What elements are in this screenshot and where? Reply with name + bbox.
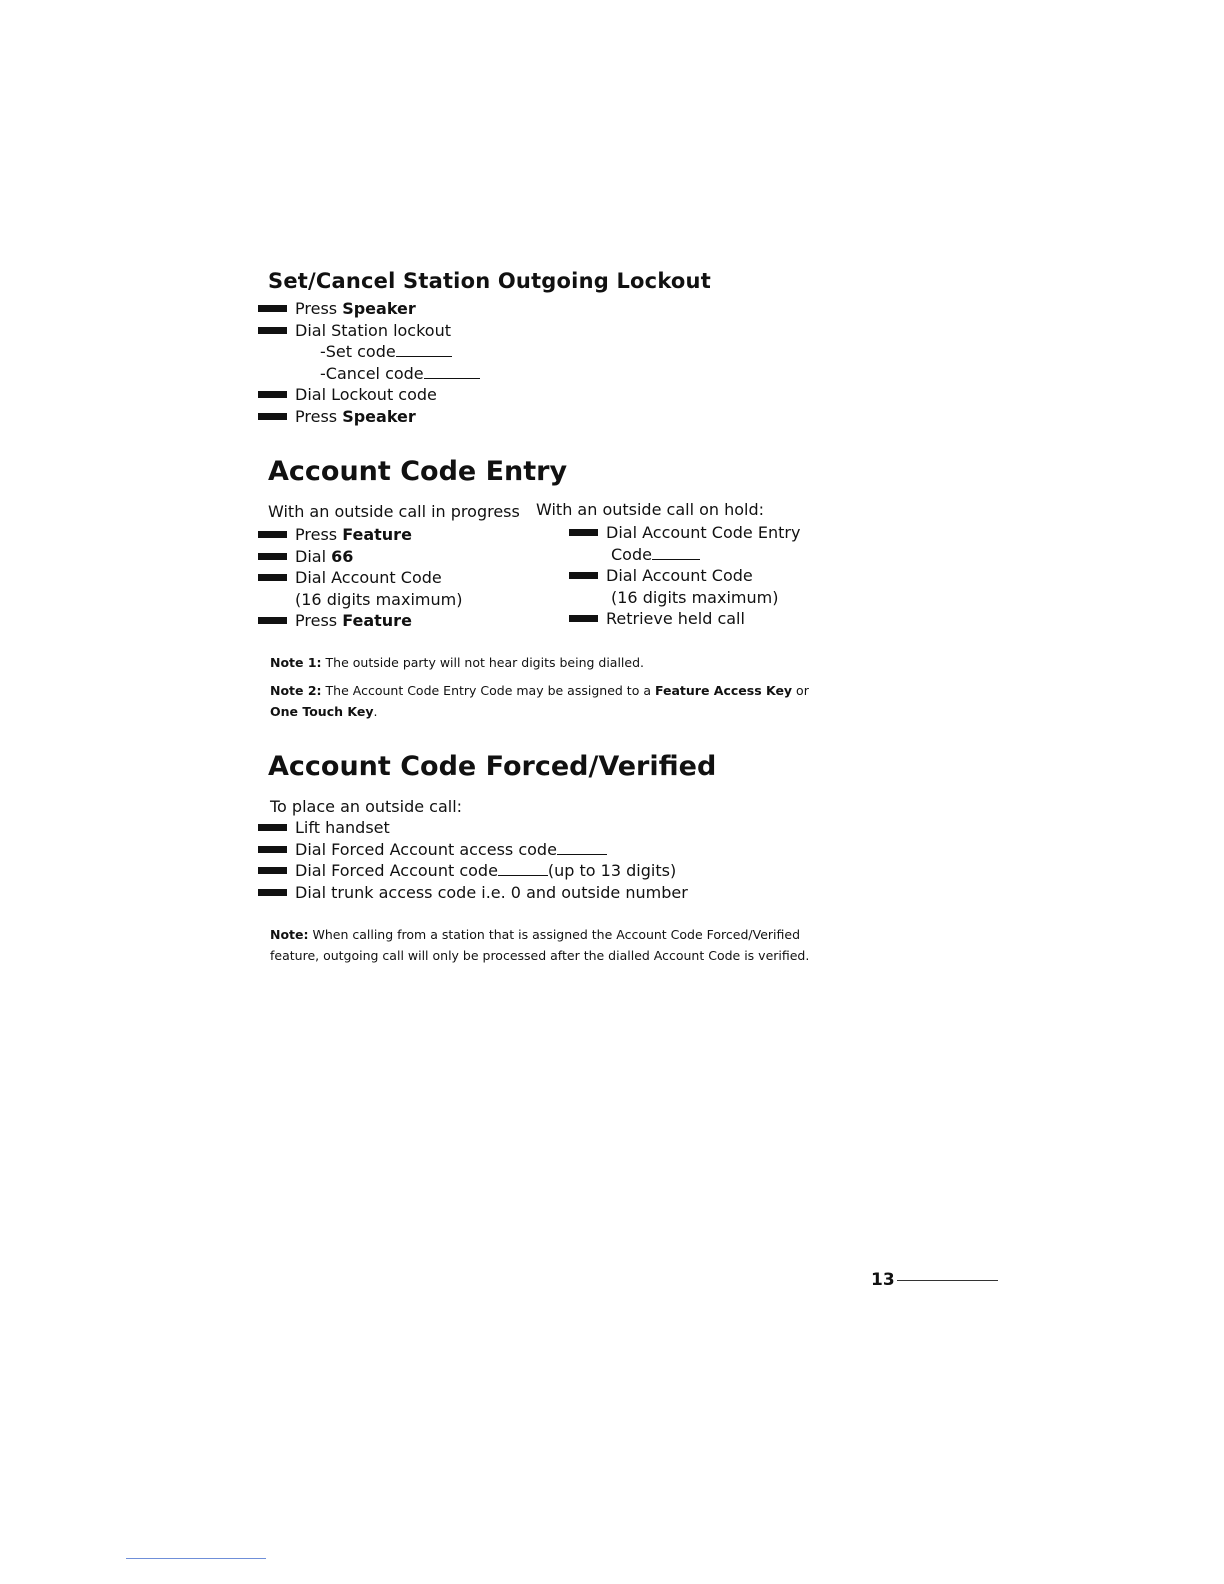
note-text: When calling from a station that is assigned the Account Code Forced/Verified: [308, 927, 801, 942]
bottom-divider: [126, 1558, 266, 1559]
step-text: Dial Station lockout: [295, 320, 451, 340]
note-text: The outside party will not hear digits being dialled.: [321, 655, 645, 670]
forced-section-title: Account Code Forced/Verified: [268, 751, 717, 782]
fill-in-blank: [557, 840, 607, 855]
entry-section-title: Account Code Entry: [268, 456, 568, 487]
page-number: 13: [871, 1270, 895, 1290]
lockout-steps: [258, 298, 480, 427]
forced-intro: To place an outside call:: [270, 797, 463, 816]
fill-in-blank: [424, 364, 480, 379]
list-item: [258, 298, 480, 320]
list-item: [258, 363, 480, 385]
key-name: Speaker: [342, 299, 416, 318]
step-text: Press: [295, 525, 343, 544]
list-item: [258, 341, 480, 363]
step-text: Press: [295, 299, 343, 318]
step-text: Retrieve held call: [606, 609, 745, 628]
fill-in-blank: [396, 342, 452, 357]
bullet-bar-icon: [258, 846, 287, 853]
list-item: [258, 384, 480, 406]
entry-left-steps: [258, 524, 462, 632]
list-item: [258, 406, 480, 428]
fill-in-blank: [652, 545, 700, 560]
page-number-rule: [897, 1280, 998, 1281]
bullet-bar-icon: [258, 391, 287, 398]
step-text: (up to 13 digits): [547, 861, 677, 880]
entry-right-steps: [569, 522, 800, 630]
bullet-bar-icon: [569, 529, 598, 536]
step-text: Dial trunk access code i.e. 0 and outside number: [295, 882, 688, 902]
list-item: [258, 882, 688, 904]
bullet-bar-icon: [258, 305, 287, 312]
bullet-bar-icon: [258, 327, 287, 334]
bullet-bar-icon: [258, 531, 287, 538]
step-text: Dial Lockout code: [295, 385, 437, 404]
note-text: feature, outgoing call will only be processed after the dialled Account Code is verified.: [270, 948, 810, 963]
bullet-bar-icon: [258, 553, 287, 560]
note-label: Note:: [270, 927, 309, 942]
list-item: [569, 544, 800, 566]
forced-steps: [258, 817, 688, 903]
entry-right-intro: With an outside call on hold:: [536, 500, 765, 519]
bullet-bar-icon: [258, 413, 287, 420]
entry-left-intro: With an outside call in progress: [268, 502, 520, 521]
step-text: (16 digits maximum): [611, 587, 779, 607]
step-text: -Set code: [320, 342, 396, 361]
list-item: [258, 546, 462, 568]
step-text: Dial Account Code: [295, 568, 442, 587]
entry-note-2: [270, 680, 870, 722]
step-text: Dial Account Code Entry: [606, 523, 801, 542]
note-label: Note 2:: [270, 683, 322, 698]
key-name: Feature: [342, 611, 412, 630]
bullet-bar-icon: [258, 574, 287, 581]
bullet-bar-icon: [569, 572, 598, 579]
note-text: .: [373, 704, 378, 719]
list-item: [569, 522, 800, 544]
entry-note-1: [270, 652, 870, 673]
note-text: The Account Code Entry Code may be assigned to a: [321, 683, 655, 698]
step-text: Press: [295, 406, 343, 426]
key-name: Speaker: [342, 406, 416, 426]
step-text: Press: [295, 611, 343, 630]
step-text: Lift handset: [295, 818, 390, 837]
step-text: Code: [611, 544, 652, 564]
forced-note: [270, 924, 910, 966]
note-label: Note 1:: [270, 655, 322, 670]
bullet-bar-icon: [258, 617, 287, 624]
bullet-bar-icon: [258, 867, 287, 874]
step-text: Dial Forced Account code: [295, 861, 498, 880]
list-item: [258, 839, 688, 861]
list-item: [258, 524, 462, 546]
bullet-bar-icon: [569, 615, 598, 622]
key-name: Feature: [342, 525, 412, 544]
list-item: [569, 608, 800, 630]
list-item: [569, 587, 800, 609]
list-item: [258, 567, 462, 589]
fill-in-blank: [498, 861, 548, 876]
step-text: (16 digits maximum): [295, 589, 463, 609]
key-name: 66: [331, 546, 354, 566]
list-item: [258, 589, 462, 611]
bullet-bar-icon: [258, 889, 287, 896]
list-item: [258, 817, 688, 839]
step-text: -Cancel code: [320, 363, 424, 383]
key-name: One Touch Key: [270, 704, 374, 719]
note-text: or: [792, 683, 809, 698]
list-item: [258, 610, 462, 632]
step-text: Dial: [295, 546, 332, 566]
list-item: [258, 860, 688, 882]
key-name: Feature Access Key: [654, 683, 793, 698]
step-text: Dial Account Code: [606, 566, 753, 585]
list-item: [258, 320, 480, 342]
lockout-section-title: Set/Cancel Station Outgoing Lockout: [268, 269, 711, 293]
step-text: Dial Forced Account access code: [295, 839, 557, 859]
bullet-bar-icon: [258, 824, 287, 831]
list-item: [569, 565, 800, 587]
